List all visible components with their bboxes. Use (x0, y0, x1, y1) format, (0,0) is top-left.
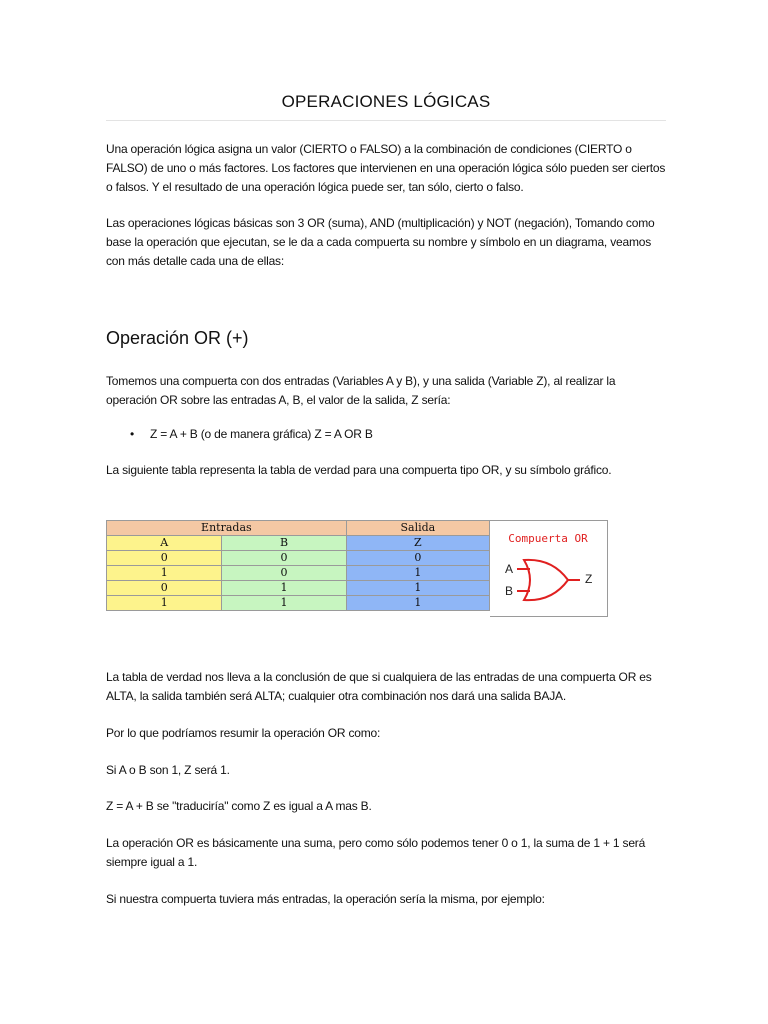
bullet-dot-icon: • (130, 427, 135, 441)
cell-z: 1 (346, 566, 489, 581)
intro-paragraph: Una operación lógica asigna un valor (CIERTO o FALSO) a la combinación de condiciones (CIERTO o FALSO) de uno o más factores. Los factores que intervienen en una operación lógica sólo pueden ser ciertos o falsos. Y el resultado de una operación lógica puede ser, tan sólo, cierto o falso. (106, 142, 666, 194)
formula-bullet (130, 425, 373, 444)
column-a-header: A (107, 536, 222, 551)
cell-z: 0 (346, 551, 489, 566)
summary-paragraph: Por lo que podríamos resumir la operación OR como: (106, 726, 381, 740)
cell-b: 1 (222, 596, 346, 611)
cell-a: 0 (107, 551, 222, 566)
truth-table (106, 520, 490, 611)
table-row (107, 581, 490, 596)
or-gate-shape (517, 560, 580, 600)
gate-output-label: Z (585, 572, 593, 586)
cell-b: 1 (222, 581, 346, 596)
rule-one-paragraph: Si A o B son 1, Z será 1. (106, 763, 230, 777)
column-z-header: Z (346, 536, 489, 551)
gate-input-a-label: A (505, 562, 514, 576)
more-inputs-paragraph: Si nuestra compuerta tuviera más entradas, la operación sería la misma, por ejemplo: (106, 892, 545, 906)
column-b-header: B (222, 536, 346, 551)
or-intro-paragraph: Tomemos una compuerta con dos entradas (Variables A y B), y una salida (Variable Z), al realizar la operación OR sobre las entradas A, B, el valor de la salida, Z sería: (106, 374, 616, 407)
table-intro-paragraph: La siguiente tabla representa la tabla de verdad para una compuerta tipo OR, y su símbolo gráfico. (106, 463, 612, 477)
cell-z: 1 (346, 581, 489, 596)
cell-b: 0 (222, 551, 346, 566)
cell-b: 0 (222, 566, 346, 581)
header-inputs: Entradas (107, 521, 347, 536)
table-row (107, 566, 490, 581)
page-title: OPERACIONES LÓGICAS (281, 92, 491, 111)
header-output: Salida (346, 521, 489, 536)
formula-text: Z = A + B (o de manera gráfica) Z = A OR B (150, 427, 373, 441)
rule-two-paragraph: Z = A + B se "traduciría" como Z es igual a A mas B. (106, 799, 372, 813)
table-row (107, 551, 490, 566)
cell-a: 1 (107, 596, 222, 611)
or-gate-symbol-panel (490, 520, 608, 617)
table-row (107, 596, 490, 611)
cell-a: 1 (107, 566, 222, 581)
cell-a: 0 (107, 581, 222, 596)
or-gate-icon (490, 521, 607, 616)
title-divider (106, 120, 666, 121)
conclusion-paragraph: La tabla de verdad nos lleva a la conclusión de que si cualquiera de las entradas de una compuerta OR es ALTA, la salida también será ALTA; cualquier otra combinación nos dará una salida BAJA. (106, 670, 652, 703)
sum-paragraph: La operación OR es básicamente una suma, pero como sólo podemos tener 0 o 1, la suma de 1 + 1 será siempre igual a 1. (106, 836, 646, 869)
cell-z: 1 (346, 596, 489, 611)
section-heading-or: Operación OR (+) (106, 328, 249, 348)
gate-title: Compuerta OR (508, 532, 588, 545)
basic-operations-paragraph: Las operaciones lógicas básicas son 3 OR (suma), AND (multiplicación) y NOT (negación), Tomando como base la operación que ejecutan, se le da a cada compuerta su nombre y símbolo en un diagrama, veamos con más detalle cada una de ellas: (106, 216, 655, 268)
gate-input-b-label: B (505, 584, 514, 598)
